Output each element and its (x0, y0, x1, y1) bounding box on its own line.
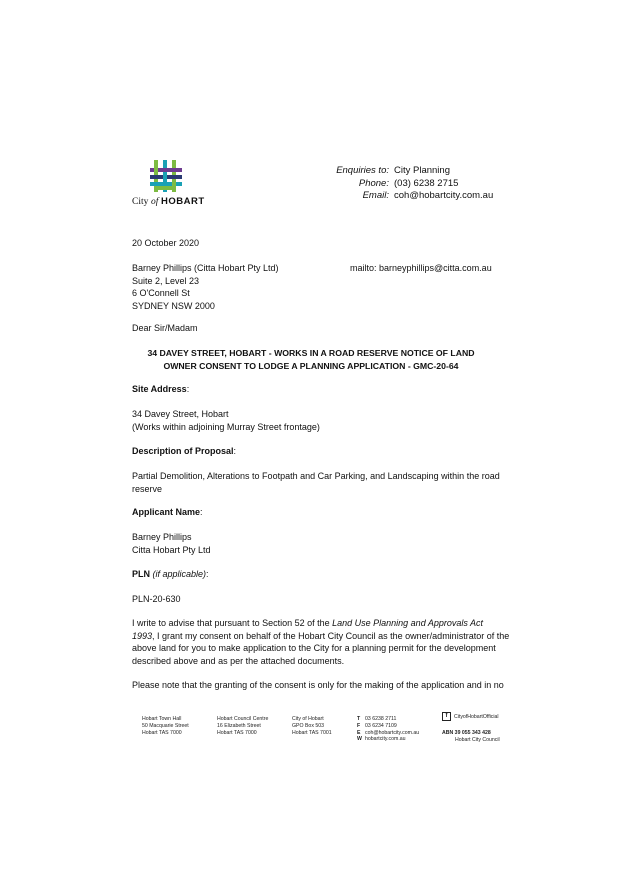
fax-key: F (357, 722, 361, 729)
footer-address-town-hall (142, 716, 189, 736)
phone-key: T (357, 716, 361, 722)
site-address-heading: Site Address: (132, 384, 190, 394)
description-heading: Description of Proposal: (132, 446, 237, 456)
subject-line: 34 DAVEY STREET, HOBART - WORKS IN A ROAD RESERVE NOTICE OF LAND (147, 348, 475, 358)
footer-facebook (442, 712, 499, 721)
site-address-line: 34 Davey Street, Hobart (132, 409, 229, 419)
enquiries-labels (300, 165, 389, 203)
logo-city: City (132, 197, 149, 207)
applicant-line: Citta Hobart Pty Ltd (132, 544, 211, 555)
footer-line: 16 Elizabeth Street (217, 722, 261, 729)
paragraph-line: above land for you to make application to the City for a planning permit for the development (132, 643, 496, 653)
site-address-label: Site Address (132, 384, 187, 394)
hobart-grid-icon (132, 158, 212, 198)
salutation: Dear Sir/Madam (132, 323, 198, 333)
email-label: Email: (362, 190, 389, 201)
footer-abn (442, 730, 500, 744)
facebook-icon: f (442, 712, 451, 721)
abn-number: ABN 39 055 343 428 (442, 730, 491, 736)
enquiries-label: Enquiries to: (336, 165, 389, 176)
applicant-line: Barney Phillips (132, 532, 192, 542)
paragraph-line (132, 617, 509, 630)
recipient-line: Barney Phillips (Citta Hobart Pty Ltd) (132, 263, 279, 273)
applicant-label: Applicant Name (132, 507, 201, 517)
pln-qualifier: (if applicable) (152, 569, 207, 579)
description-line: reserve (132, 483, 163, 494)
footer-line: Hobart TAS 7000 (142, 729, 182, 736)
footer-line: Hobart Town Hall (142, 716, 182, 722)
enquiries-value: City Planning (394, 165, 450, 176)
footer-contact-keys (357, 716, 362, 743)
footer-line: Hobart Council Centre (217, 716, 269, 722)
recipient-line: Suite 2, Level 23 (132, 275, 200, 286)
phone-value: (03) 6238 2715 (394, 177, 459, 189)
phone-label: Phone: (358, 177, 389, 189)
abn-entity: Hobart City Council (455, 736, 500, 743)
paragraph-line (132, 630, 509, 643)
recipient-line: 6 O'Connell St (132, 288, 190, 298)
web-key: W (357, 736, 362, 743)
applicant-heading: Applicant Name: (132, 507, 203, 517)
footer-phone: 03 6238 2711 (365, 716, 397, 722)
description-block (132, 470, 500, 495)
footer-line: 50 Macquarie Street (142, 722, 189, 729)
email-key: E (357, 729, 361, 736)
logo-of: of (151, 197, 159, 207)
pln-label: PLN (132, 569, 150, 579)
letter-date: 20 October 2020 (132, 238, 200, 248)
act-name: Land Use Planning and Approvals Act (332, 618, 484, 628)
note-paragraph: Please note that the granting of the consent is only for the making of the application and in no (132, 680, 504, 690)
footer-email: coh@hobartcity.com.au (365, 729, 420, 736)
logo-hobart: HOBART (161, 196, 205, 207)
recipient-address (132, 262, 279, 312)
facebook-handle: CityofHobartOfficial (454, 713, 499, 720)
pln-heading: PLN (if applicable): (132, 569, 209, 579)
subject-heading (132, 347, 490, 372)
footer-fax: 03 6234 7109 (365, 722, 397, 729)
description-line: Partial Demolition, Alterations to Footpath and Car Parking, and Landscaping within the road (132, 471, 500, 481)
logo-wordmark (132, 196, 205, 208)
footer-line: City of Hobart (292, 716, 324, 722)
footer-address-postal (292, 716, 332, 736)
footer-address-council-centre (217, 716, 268, 736)
enquiries-values (394, 165, 493, 203)
consent-paragraph (132, 617, 509, 667)
applicant-block (132, 531, 211, 556)
footer-line: Hobart TAS 7000 (217, 729, 257, 736)
subject-line: OWNER CONSENT TO LODGE A PLANNING APPLICATION - GMC-20-64 (163, 360, 459, 371)
recipient-mailto: mailto: barneyphillips@citta.com.au (350, 263, 492, 273)
email-value: coh@hobartcity.com.au (394, 190, 494, 201)
recipient-line: SYDNEY NSW 2000 (132, 300, 215, 311)
footer-line: GPO Box 503 (292, 722, 325, 729)
footer-contact-values (365, 716, 419, 743)
paragraph-text: , I grant my consent on behalf of the Hobart City Council as the owner/administrator of the (152, 630, 510, 641)
act-year: 1993 (132, 630, 153, 641)
pln-value: PLN-20-630 (132, 594, 181, 604)
site-address-block (132, 408, 320, 433)
footer-website: hobartcity.com.au (365, 736, 406, 743)
paragraph-line: described above and as per the attached documents. (132, 655, 345, 666)
description-label: Description of Proposal (132, 446, 234, 456)
footer-line: Hobart TAS 7001 (292, 729, 332, 736)
site-address-line: (Works within adjoining Murray Street frontage) (132, 421, 320, 432)
paragraph-text: I write to advise that pursuant to Section 52 of the (132, 618, 333, 628)
